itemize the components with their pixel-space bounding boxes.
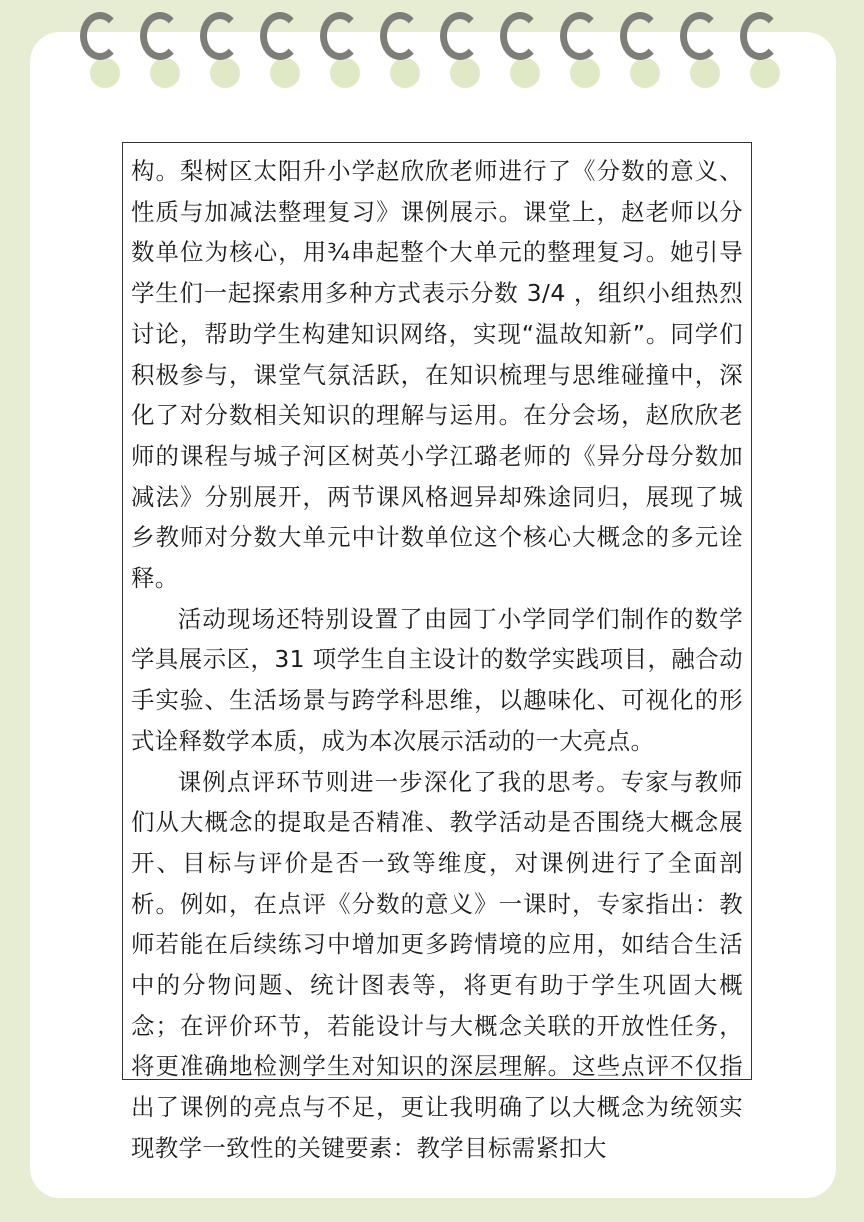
binder-rings (0, 0, 864, 100)
binder-ring-icon (80, 12, 130, 86)
binder-ring-icon (440, 12, 490, 86)
article-text-box (122, 142, 752, 1162)
binder-ring-icon (140, 12, 190, 86)
article-paragraph-3: 课例点评环节则进一步深化了我的思考。专家与教师们从大概念的提取是否精准、教学活动是否围绕大概念展开、目标与评价是否一致等维度，对课例进行了全面剖析。例如，在点评《分数的意义》一课时，专家指出：教师若能在后续练习中增加更多跨情境的应用，如结合生活中的分物问题、统计图表等，将更有助于学生巩固大概念；在评价环节，若能设计与大概念关联的开放性任务，将更准确地检测学生对知识的深层理解。这些点评不仅指出了课例的亮点与不足，更让我明确了以大概念为统领实现教学一致性的关键要素：教学目标需紧扣大 (131, 767, 743, 1162)
binder-ring-icon (260, 12, 310, 86)
binder-ring-icon (680, 12, 730, 86)
binder-ring-icon (380, 12, 430, 86)
binder-ring-icon (740, 12, 790, 86)
article-paragraph-2: 活动现场还特别设置了由园丁小学同学们制作的数学学具展示区，31 项学生自主设计的数学实践项目，融合动手实验、生活场景与跨学科思维，以趣味化、可视化的形式诠释数学本质，成为本次展示活动的一大亮点。 (131, 604, 743, 755)
article-paragraph-1: 构。梨树区太阳升小学赵欣欣老师进行了《分数的意义、性质与加减法整理复习》课例展示。课堂上，赵老师以分数单位为核心，用¾串起整个大单元的整理复习。她引导学生们一起探索用多种方式表示分数 3/4 ，组织小组热烈讨论，帮助学生构建知识网络，实现“温故知新”。同学们积极参与，课堂气氛活跃，在知识梳理与思维碰撞中，深化了对分数相关知识的理解与运用。在分会场，赵欣欣老师的课程与城子河区树英小学江璐老师的《异分母分数加减法》分别展开，两节课风格迥异却殊途同归，展现了城乡教师对分数大单元中计数单位这个核心大概念的多元诠释。 (131, 157, 743, 593)
binder-ring-icon (500, 12, 550, 86)
binder-ring-icon (560, 12, 610, 86)
binder-ring-icon (320, 12, 370, 86)
binder-ring-icon (200, 12, 250, 86)
binder-ring-icon (620, 12, 670, 86)
